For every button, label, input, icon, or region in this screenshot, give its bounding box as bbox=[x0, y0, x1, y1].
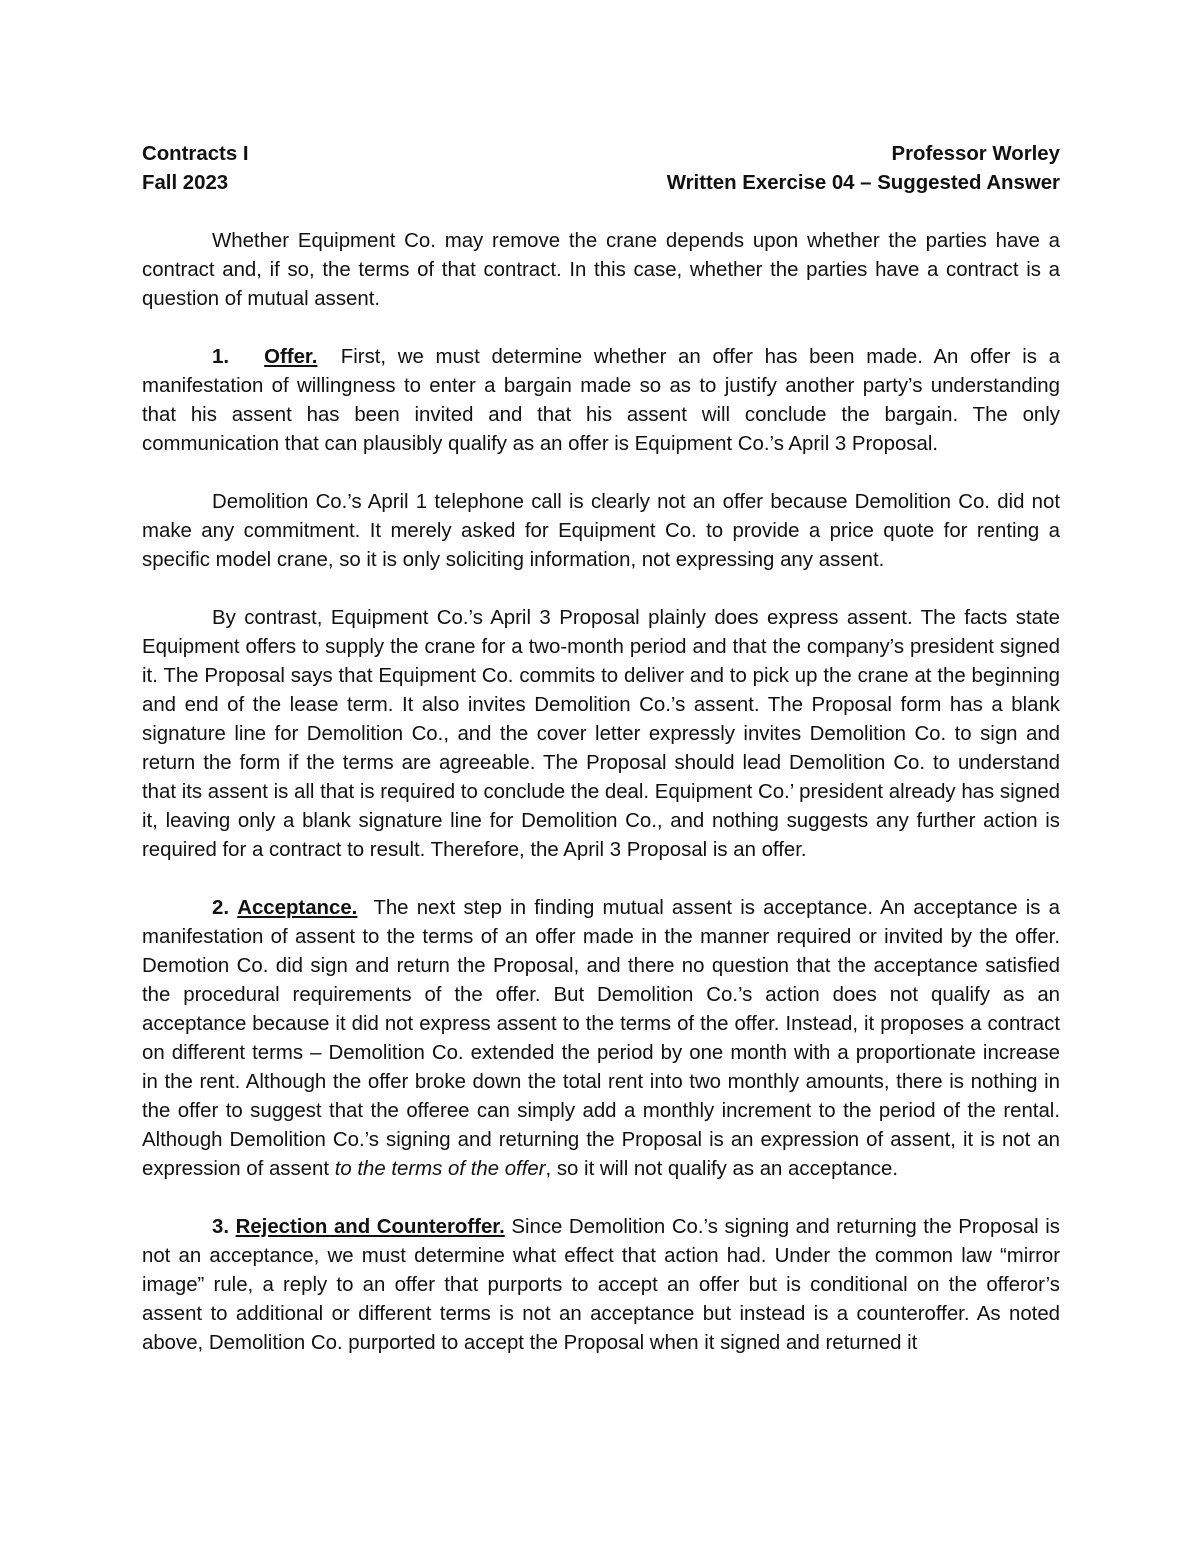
acceptance-section bbox=[142, 894, 1060, 1184]
section-3-number: 3. bbox=[212, 1216, 230, 1238]
document-page bbox=[142, 140, 1060, 1358]
section-3-body: Since Demolition Co.’s signing and returning the Proposal is not an acceptance, we must determine what effect that action had. Under the common law “mirror image” rule, a reply to an offer that purports to accept an offer but is conditional on the offeror’s assent to additional or different terms is not an acceptance but instead is a counteroffer. As noted above, Demolition Co. purported to accept the Proposal when it signed and returned it bbox=[142, 1216, 1060, 1354]
section-3-heading: Rejection and Counteroffer. bbox=[235, 1216, 505, 1238]
course-title: Contracts I bbox=[142, 143, 249, 165]
term: Fall 2023 bbox=[142, 172, 229, 194]
header-row-1 bbox=[142, 140, 1060, 169]
proposal-paragraph: By contrast, Equipment Co.’s April 3 Proposal plainly does express assent. The facts state Equipment offers to supply the crane for a two-month period and that the company’s president signed it. The Proposal says that Equipment Co. commits to deliver and to pick up the crane at the beginning and end of the lease term. It also invites Demolition Co.’s assent. The Proposal form has a blank signature line for Demolition Co., and the cover letter expressly invites Demolition Co. to sign and return the form if the terms are agreeable. The Proposal should lead Demolition Co. to understand that its assent is all that is required to conclude the deal. Equipment Co.’ president already has signed it, leaving only a blank signature line for Demolition Co., and nothing suggests any further action is required for a contract to result. Therefore, the April 3 Proposal is an offer. bbox=[142, 607, 1060, 861]
intro-paragraph: Whether Equipment Co. may remove the crane depends upon whether the parties have a contract and, if so, the terms of that contract. In this case, whether the parties have a contract is a question of mutual assent. bbox=[142, 230, 1060, 310]
section-1-number: 1. bbox=[212, 346, 230, 368]
counteroffer-section bbox=[142, 1213, 1060, 1358]
section-2-heading: Acceptance. bbox=[237, 897, 358, 919]
section-2-emphasis: to the terms of the offer bbox=[334, 1158, 546, 1180]
telephone-call-paragraph: Demolition Co.’s April 1 telephone call is clearly not an offer because Demolition Co. did not make any commitment. It merely asked for Equipment Co. to provide a price quote for renting a specific model crane, so it is only soliciting information, not expressing any assent. bbox=[142, 491, 1060, 571]
section-2-number: 2. bbox=[212, 897, 230, 919]
section-1-body: First, we must determine whether an offer has been made. An offer is a manifestation of willingness to enter a bargain made so as to justify another party’s understanding that his assent has been invited and that his assent will conclude the bargain. The only communication that can plausibly qualify as an offer is Equipment Co.’s April 3 Proposal. bbox=[142, 346, 1060, 455]
offer-section bbox=[142, 343, 1060, 459]
section-2-body: The next step in finding mutual assent is acceptance. An acceptance is a manifestation of assent to the terms of an offer made in the manner required or invited by the offer. Demotion Co. did sign and return the Proposal, and there no question that the acceptance satisfied the procedural requirements of the offer. But Demolition Co.’s action does not qualify as an acceptance because it did not express assent to the terms of the offer. Instead, it proposes a contract on different terms – Demolition Co. extended the period by one month with a proportionate increase in the rent. Although the offer broke down the total rent into two monthly amounts, there is nothing in the offer to suggest that the offeree can simply add a monthly increment to the period of the rental. Although Demolition Co.’s signing and returning the Proposal is an expression of assent, it is not an expression of assent bbox=[142, 897, 1061, 1180]
document-header bbox=[142, 140, 1060, 198]
section-2-body-end: , so it will not qualify as an acceptance. bbox=[545, 1158, 899, 1180]
header-row-2 bbox=[142, 169, 1060, 198]
exercise-title: Written Exercise 04 – Suggested Answer bbox=[666, 172, 1060, 194]
professor-name: Professor Worley bbox=[891, 143, 1060, 165]
section-1-heading: Offer. bbox=[264, 346, 318, 368]
